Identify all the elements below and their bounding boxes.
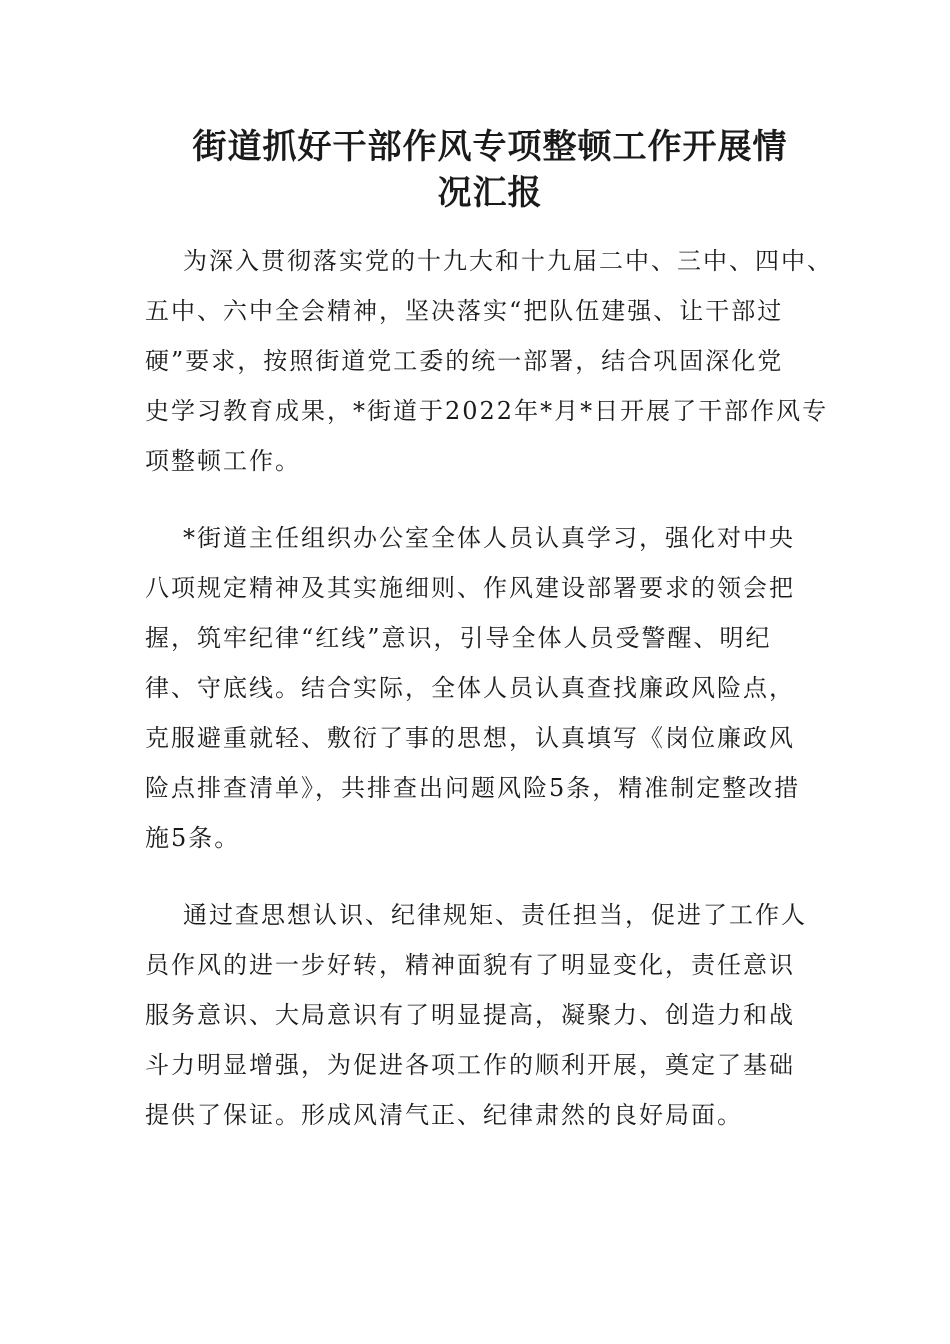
title-line: 况汇报: [437, 173, 543, 213]
paragraph-line: 握，筑牢纪律“红线”意识，引导全体人员受警醒、明纪: [145, 624, 772, 652]
paragraph-line: 服务意识、大局意识有了明显提高，凝聚力、创造力和战: [145, 1001, 795, 1029]
paragraph-line: 八项规定精神及其实施细则、作风建设部署要求的领会把: [145, 574, 795, 602]
paragraph-line: 员作风的进一步好转，精神面貌有了明显变化，责任意识: [145, 951, 795, 979]
paragraph-line: 硬”要求，按照街道党工委的统一部署，结合巩固深化党: [145, 347, 784, 375]
title-line: 街道抓好干部作风专项整顿工作开展情: [192, 127, 788, 167]
paragraph-line: 为深入贯彻落实党的十九大和十九届二中、三中、四中、: [183, 247, 833, 275]
paragraph-3: [145, 890, 815, 1140]
paragraph-line: 通过查思想认识、纪律规矩、责任担当，促进了工作人: [183, 901, 807, 929]
document-body: [145, 236, 833, 1167]
paragraph-line: 提供了保证。形成风清气正、纪律肃然的良好局面。: [145, 1101, 743, 1129]
paragraph-line: 律、守底线。结合实际，全体人员认真查找廉政风险点，: [145, 674, 795, 702]
paragraph-1: [145, 236, 833, 486]
paragraph-line: 史学习教育成果，*街道于2022年*月*日开展了干部作风专: [145, 397, 829, 425]
paragraph-line: 施5条。: [145, 824, 241, 852]
paragraph-line: 斗力明显增强，为促进各项工作的顺利开展，奠定了基础: [145, 1051, 795, 1079]
paragraph-line: 五中、六中全会精神，坚决落实“把队伍建强、让干部过: [145, 297, 784, 325]
paragraph-line: 项整顿工作。: [145, 447, 301, 475]
paragraph-line: 险点排查清单》，共排查出问题风险5条，精准制定整改措: [145, 774, 801, 802]
paragraph-line: *街道主任组织办公室全体人员认真学习，强化对中央: [183, 524, 795, 552]
document-title: [140, 124, 840, 216]
paragraph-2: [145, 513, 815, 863]
paragraph-line: 克服避重就轻、敷衍了事的思想，认真填写《岗位廉政风: [145, 724, 795, 752]
